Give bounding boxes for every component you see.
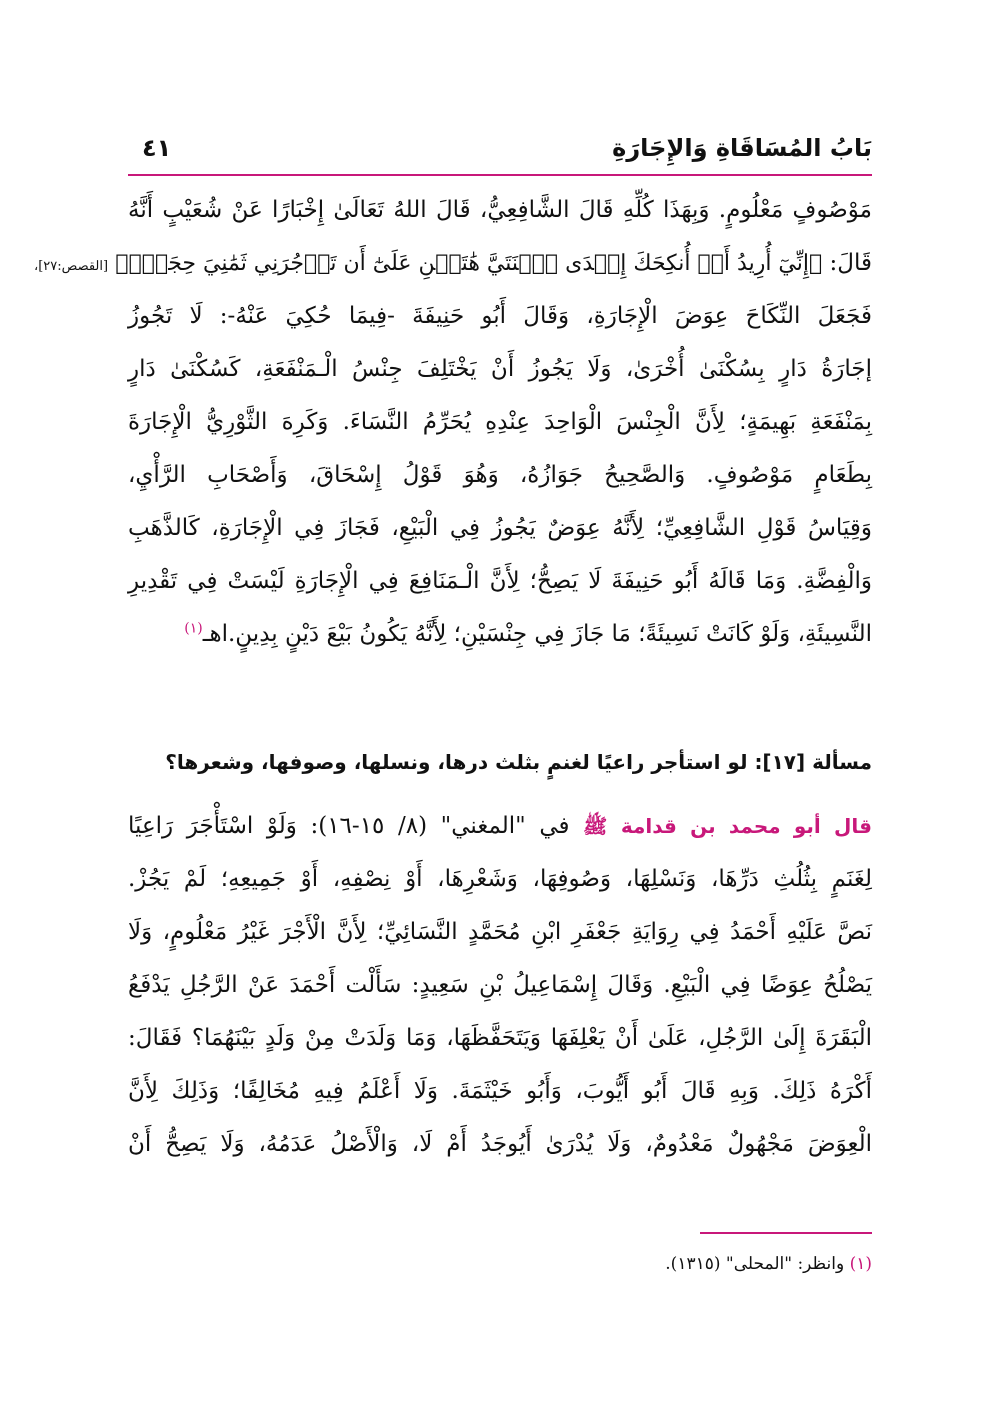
text-line-content: النَّسِيئَةِ، وَلَوْ كَانَتْ نَسِيئَةً؛ مَا جَازَ فِي جِنْسَيْنِ؛ لِأَنَّهُ يَكُونُ بَيْعَ دَيْنٍ بِدِينٍ.اهـ xyxy=(202,621,872,647)
text-line: يَصْلُحُ عِوَضًا فِي الْبَيْعِ. وَقَالَ إِسْمَاعِيلُ بْنِ سَعِيدٍ: سَأَلْت أَحْمَدَ عَنْ الرَّجُلِ يَدْفَعُ xyxy=(128,972,872,998)
chapter-title: بَابُ المُسَاقَاةِ وَالإِجَارَةِ xyxy=(612,134,872,162)
text-line: الْبَقَرَةَ إِلَىٰ الرَّجُلِ، عَلَىٰ أَنْ يَعْلِفَهَا وَيَتَحَفَّظَهَا، وَمَا وَلَدَتْ مِنْ وَلَدٍ بَيْنَهُمَا؟ فَقَالَ: xyxy=(128,1025,872,1051)
footnote xyxy=(128,1248,872,1280)
paragraph-1 xyxy=(34,184,872,661)
lead-text: في "المغني" (٨/ ١٥-١٦): وَلَوْ اسْتَأْجَرَ رَاعِيًا xyxy=(128,813,570,839)
text-line: فَجَعَلَ النِّكَاحَ عِوَضَ الْإِجَارَةِ، وَقَالَ أَبُو حَنِيفَةَ -فِيمَا حُكِيَ عَنْهُ-: لَا تَجُوزُ xyxy=(128,303,872,329)
page-number: ٤١ xyxy=(142,134,172,162)
issue-label: مسألة [١٧]: xyxy=(754,750,872,774)
text-line: بِمَنْفَعَةِ بَهِيمَةٍ؛ لِأَنَّ الْجِنْسَ الْوَاحِدَ عِنْدِهِ يُحَرِّمُ النَّسَاءَ. وَكَرِهَ الثَّوْرِيُّ الْإِجَارَةَ xyxy=(128,409,872,435)
text-line: الْعِوَضَ مَجْهُولٌ مَعْدُومٌ، وَلَا يُدْرَىٰ أَيُوجَدُ أَمْ لَا، وَالْأَصْلُ عَدَمُهُ، وَلَا يَصِحُّ أَنْ xyxy=(128,1131,872,1157)
footnote-marker[interactable]: (١) xyxy=(184,620,203,637)
header-divider xyxy=(128,174,872,176)
running-header xyxy=(128,128,872,172)
issue-heading xyxy=(128,740,872,784)
text-line: وَالْفِضَّةِ. وَمَا قَالَهُ أَبُو حَنِيفَةَ لَا يَصِحُّ؛ لِأَنَّ الْـمَنَافِعَ فِي الْإِجَارَةِ لَيْسَتْ فِي تَقْدِيرِ xyxy=(128,568,872,594)
quran-verse: ﴿إِنِّيٓ أُرِيدُ أَنۡ أُنكِحَكَ إِحۡدَى ٱبۡنَتَيَّ هَٰتَيۡنِ عَلَىٰٓ أَن تَأۡجُرَنِي ثَمَٰنِيَ حِجَجٖۖ﴾ xyxy=(115,251,823,276)
text-line-final xyxy=(128,608,872,661)
footnote-divider xyxy=(700,1232,872,1234)
text-line: بِطَعَامٍ مَوْصُوفٍ. وَالصَّحِيحُ جَوَازُهُ، وَهُوَ قَوْلُ إِسْحَاقَ، وَأَصْحَابِ الرَّأْيِ، xyxy=(128,462,872,488)
text-line: لِغَنَمٍ بِثُلُثِ دَرِّهَا، وَنَسْلِهَا، وَصُوفِهَا، وَشَعْرِهَا، أَوْ نِصْفِهِ، أَوْ جَمِيعِهِ؛ لَمْ يَجُزْ. xyxy=(128,866,872,892)
honorific-glyph: ﷺ xyxy=(583,814,608,838)
text-line-lead xyxy=(128,800,872,853)
quran-quote-line xyxy=(34,237,872,290)
text-line: إجَارَةُ دَارٍ بِسُكْنَىٰ أُخْرَىٰ، وَلَا يَجُوزُ أَنْ يَخْتَلِفَ جِنْسُ الْـمَنْفَعَةِ، كَسُكْنَىٰ دَارٍ xyxy=(128,356,872,382)
paragraph-2 xyxy=(128,800,872,1171)
footnote-number: (١) xyxy=(849,1254,872,1274)
text-line: وَقِيَاسُ قَوْلِ الشَّافِعِيِّ؛ لِأَنَّهُ عِوَضٌ يَجُوزُ فِي الْبَيْعِ، فَجَازَ فِي الْإِجَارَةِ، كَالذَّهَبِ xyxy=(128,515,872,541)
issue-question: لو استأجر راعيًا لغنمٍ بثلث درها، ونسلها، وصوفها، وشعرها؟ xyxy=(165,750,748,774)
text-line: مَوْصُوفٍ مَعْلُومٍ. وَبِهَذَا كُلِّهِ قَالَ الشَّافِعِيُّ، قَالَ اللهُ تَعَالَىٰ إِخْبَارًا عَنْ شُعَيْبٍ أَنَّهُ xyxy=(128,197,872,223)
verse-reference: [القصص:٢٧]، xyxy=(34,259,109,274)
quote-intro: قَالَ: xyxy=(829,250,872,276)
footnote-text: وانظر: "المحلى" (١٣١٥). xyxy=(665,1254,845,1274)
text-line: نَصَّ عَلَيْهِ أَحْمَدُ فِي رِوَايَةِ جَعْفَرِ ابْنِ مُحَمَّدٍ النَّسَائِيِّ؛ لِأَنَّ الْأَجْرَ غَيْرُ مَعْلُومٍ، وَلَا xyxy=(128,919,872,945)
scholar-name: قال أبو محمد بن قدامة xyxy=(620,814,872,838)
text-line: أَكْرَهُ ذَلِكَ. وَبِهِ قَالَ أَبُو أَيُّوبَ، وَأَبُو خَيْثَمَةَ. وَلَا أَعْلَمُ فِيهِ مُخَالِفًا؛ وَذَلِكَ لِأَنَّ xyxy=(128,1078,872,1104)
